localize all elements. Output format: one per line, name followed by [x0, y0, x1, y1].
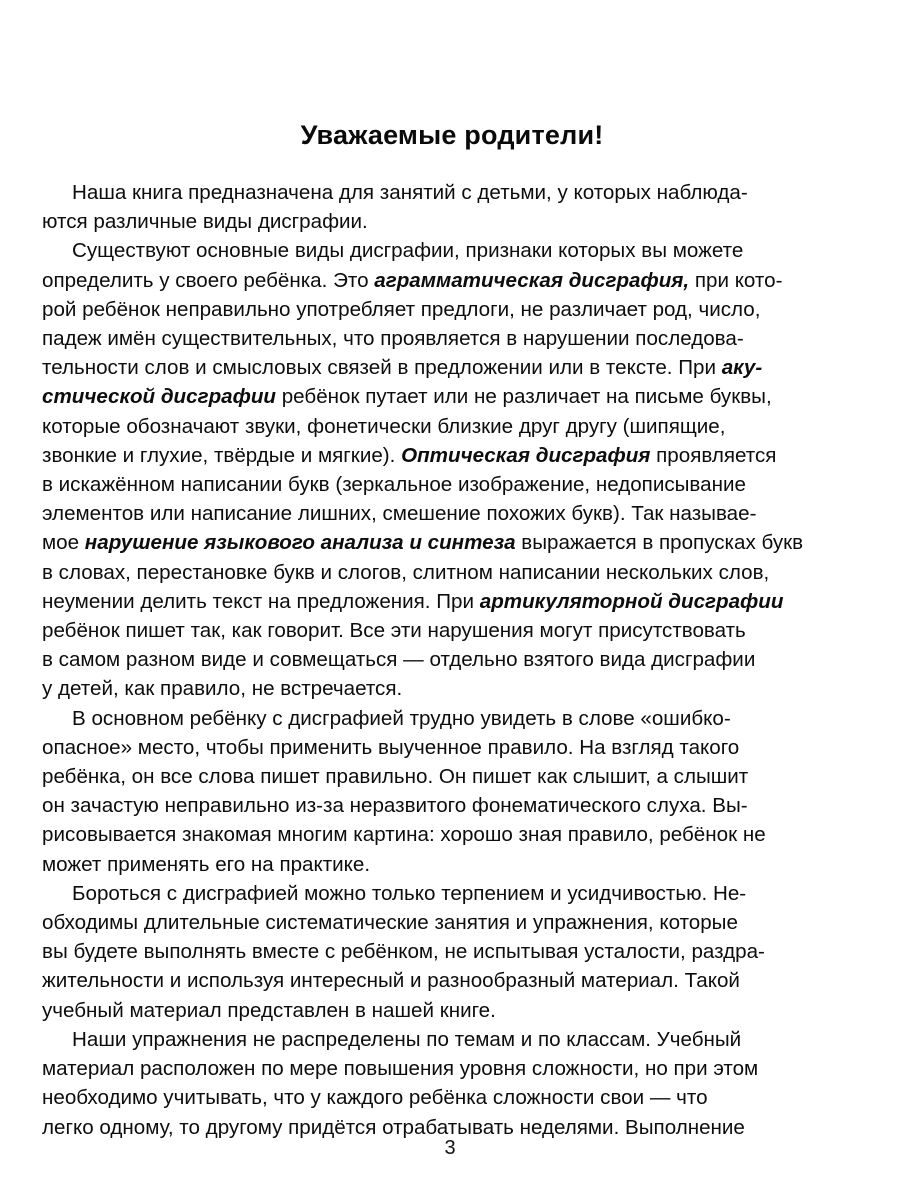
- paragraph: [42, 178, 862, 236]
- text-line: [42, 850, 862, 879]
- text-line: [42, 207, 862, 236]
- text-run: обходимы длительные систематические занятия и упражнения, которые: [42, 911, 738, 935]
- text-run: Наши упражнения не распределены по темам и по классам. Учебный: [72, 1027, 742, 1051]
- text-run: В основном ребёнку с дисграфией трудно увидеть в слове «ошибко-: [72, 706, 731, 730]
- text-run: мое: [42, 531, 85, 555]
- text-run: проявляется: [650, 443, 777, 467]
- page-title: Уважаемые родители!: [300, 120, 604, 150]
- page-content: [42, 0, 862, 1142]
- text-run: Наша книга предназначена для занятий с детьми, у которых наблюда-: [72, 181, 748, 204]
- text-run: материал расположен по мере повышения уровня сложности, но при этом: [42, 1057, 759, 1081]
- paragraph: [42, 236, 862, 703]
- text-line: [42, 528, 862, 557]
- text-line: [42, 616, 862, 645]
- text-run: элементов или написание лишних, смешение похожих букв). Так называе-: [42, 502, 757, 526]
- text-run: рисовывается знакомая многим картина: хорошо зная правило, ребёнок не: [42, 823, 766, 847]
- text-line: [42, 266, 862, 295]
- text-line: [42, 645, 862, 674]
- emphasised-term: артикуляторной дисграфии: [479, 589, 784, 613]
- text-run: необходимо учитывать, что у каждого ребёнка сложности свои — что: [42, 1086, 708, 1110]
- text-line: [42, 674, 862, 703]
- text-line: [42, 382, 862, 411]
- body-text: [42, 152, 862, 1142]
- text-run: неумении делить текст на предложения. При: [42, 589, 480, 613]
- paragraph: [42, 879, 862, 1025]
- emphasised-term: аграмматическая дисграфия,: [374, 268, 690, 292]
- text-run: рой ребёнок неправильно употребляет предлоги, не различает род, число,: [42, 297, 761, 321]
- text-line: [42, 966, 862, 995]
- text-line: [42, 587, 862, 616]
- emphasised-term: стической дисграфии: [42, 385, 276, 409]
- text-line: [42, 324, 862, 353]
- text-run: у детей, как правило, не встречается.: [42, 677, 403, 701]
- text-run: ются различные виды дисграфии.: [42, 210, 368, 234]
- text-run: выражается в пропусках букв: [515, 531, 804, 555]
- text-line: [42, 908, 862, 937]
- text-line: [42, 704, 862, 733]
- text-line: [42, 499, 862, 528]
- text-run: тельности слов и смысловых связей в предложении или в тексте. При: [42, 356, 722, 380]
- text-line: [42, 879, 862, 908]
- text-run: в искажённом написании букв (зеркальное изображение, недописывание: [42, 473, 746, 497]
- text-run: при кото-: [689, 268, 783, 292]
- text-line: [42, 236, 862, 265]
- text-run: падеж имён существительных, что проявляется в нарушении последова-: [42, 327, 744, 351]
- text-line: [42, 353, 862, 382]
- text-run: звонкие и глухие, твёрдые и мягкие).: [42, 443, 402, 467]
- text-run: которые обозначают звуки, фонетически близкие друг другу (шипящие,: [42, 414, 726, 438]
- page-number: 3: [444, 1137, 456, 1159]
- emphasised-term: Оптическая дисграфия: [401, 443, 651, 467]
- text-line: [42, 295, 862, 324]
- text-run: ребёнка, он все слова пишет правильно. Он пишет как слышит, а слышит: [42, 765, 749, 789]
- paragraph: [42, 1025, 862, 1142]
- text-run: в словах, перестановке букв и слогов, слитном написании нескольких слов,: [42, 560, 770, 584]
- text-line: [42, 1054, 862, 1083]
- text-line: [42, 791, 862, 820]
- text-run: Существуют основные виды дисграфии, признаки которых вы можете: [72, 239, 744, 263]
- text-line: [42, 937, 862, 966]
- emphasised-term: аку-: [721, 356, 763, 380]
- text-line: [42, 762, 862, 791]
- text-run: жительности и используя интересный и разнообразный материал. Такой: [42, 969, 740, 993]
- text-run: вы будете выполнять вместе с ребёнком, не испытывая усталости, раздра-: [42, 940, 765, 964]
- text-run: может применять его на практике.: [42, 852, 371, 876]
- text-line: [42, 470, 862, 499]
- text-line: [42, 412, 862, 441]
- text-line: [42, 996, 862, 1025]
- text-run: определить у своего ребёнка. Это: [42, 268, 375, 292]
- text-line: [42, 178, 862, 207]
- text-line: [42, 1025, 862, 1054]
- text-run: учебный материал представлен в нашей книге.: [42, 998, 496, 1022]
- emphasised-term: нарушение языкового анализа и синтеза: [84, 531, 516, 555]
- text-run: Бороться с дисграфией можно только терпением и усидчивостью. Не-: [72, 881, 747, 905]
- paragraph: [42, 704, 862, 879]
- text-run: ребёнок путает или не различает на письме буквы,: [276, 385, 772, 409]
- text-line: [42, 441, 862, 470]
- text-run: ребёнок пишет так, как говорит. Все эти нарушения могут присутствовать: [42, 619, 746, 643]
- text-line: [42, 558, 862, 587]
- text-run: он зачастую неправильно из-за неразвитого фонематического слуха. Вы-: [42, 794, 748, 818]
- text-run: легко одному, то другому придётся отрабатывать неделями. Выполнение: [42, 1115, 745, 1139]
- text-line: [42, 820, 862, 849]
- text-line: [42, 1083, 862, 1112]
- text-run: в самом разном виде и совмещаться — отдельно взятого вида дисграфии: [42, 648, 756, 672]
- text-run: опасное» место, чтобы применить выученное правило. На взгляд такого: [42, 735, 740, 759]
- text-line: [42, 733, 862, 762]
